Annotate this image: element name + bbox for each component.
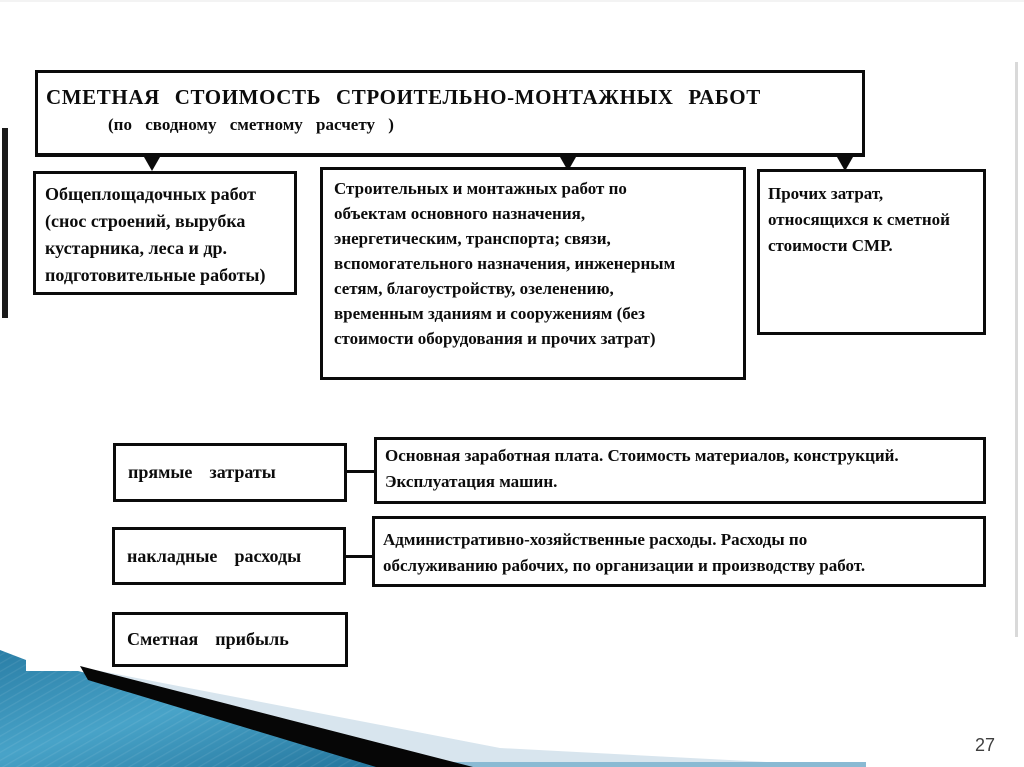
- box-site-works: [33, 171, 297, 295]
- box-text-line: Прочих затрат,: [768, 184, 884, 203]
- title-line-1: СМЕТНАЯ СТОИМОСТЬ СТРОИТЕЛЬНО-МОНТАЖНЫХ РАБОТ: [46, 85, 761, 109]
- direct-costs-label: прямые затраты: [128, 462, 276, 482]
- description-line: Административно-хозяйственные расходы. Расходы по: [383, 530, 808, 549]
- bottom-blue-strip: [425, 762, 866, 767]
- box-text-line: стоимости оборудования и прочих затрат): [334, 329, 656, 348]
- box-text-line: Строительных и монтажных работ по: [334, 179, 627, 198]
- black-stripe: [80, 666, 473, 767]
- overhead-costs-label: накладные расходы: [127, 545, 302, 566]
- box-text-line: кустарника, леса и др.: [45, 238, 227, 258]
- box-other-costs: [757, 169, 986, 335]
- box-text-line: Общеплощадочных работ: [45, 184, 256, 204]
- box-direct-costs: [113, 443, 347, 502]
- page-number: 27: [975, 735, 996, 755]
- connector-line: [343, 555, 373, 558]
- box-text-line: энергетическим, транспорта; связи,: [334, 229, 611, 248]
- box-text-line: временным зданиям и сооружениям (без: [334, 304, 645, 323]
- pale-blue-triangle: [85, 668, 862, 767]
- box-text-line: (снос строений, вырубка: [45, 211, 246, 231]
- box-direct-costs-description: [374, 437, 986, 504]
- estimated-profit-label: Сметная прибыль: [127, 629, 289, 649]
- box-text-line: подготовительные работы): [45, 265, 266, 285]
- box-text-line: относящихся к сметной: [768, 210, 950, 229]
- box-text-line: объектам основного назначения,: [334, 204, 586, 223]
- box-construction-works: [320, 167, 746, 380]
- title-line-2: (по сводному сметному расчету ): [108, 115, 394, 134]
- connector-line: [345, 470, 375, 473]
- box-text-line: стоимости СМР.: [768, 236, 893, 255]
- box-text-line: вспомогательного назначения, инженерным: [334, 254, 676, 273]
- box-overhead-costs-description: [372, 516, 986, 587]
- box-estimated-profit: [112, 612, 348, 667]
- scan-artifact-right-line: [1015, 62, 1018, 637]
- scan-artifact-left-bar: [2, 128, 8, 318]
- teal-triangle-texture: [0, 650, 462, 767]
- box-text-line: сетям, благоустройству, озеленению,: [334, 279, 614, 298]
- teal-triangle: [0, 650, 462, 767]
- connector-arrow-down-icon: [144, 157, 160, 171]
- description-line: Основная заработная плата. Стоимость материалов, конструкций.: [385, 446, 899, 465]
- box-overhead-costs: [112, 527, 346, 585]
- title-box: [35, 70, 865, 157]
- description-line: Эксплуатация машин.: [385, 472, 558, 491]
- description-line: обслуживанию рабочих, по организации и производству работ.: [383, 556, 866, 575]
- top-hairline: [0, 0, 1024, 2]
